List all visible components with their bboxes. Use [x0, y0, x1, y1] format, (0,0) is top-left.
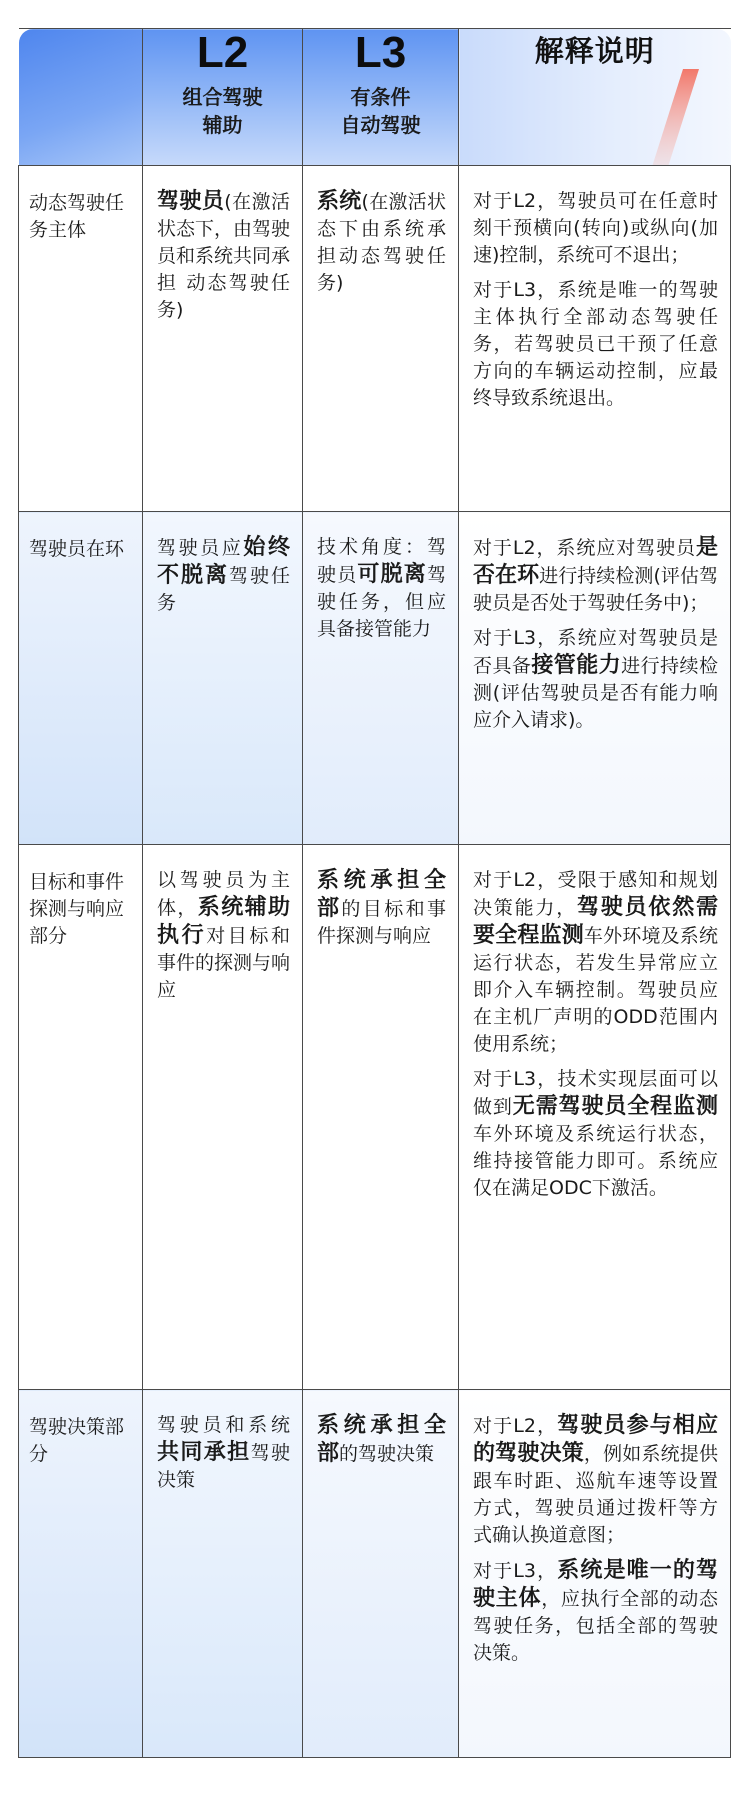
emphasis-text: 驾驶员依然需要全程监测	[473, 895, 718, 948]
explain-paragraph	[473, 1066, 718, 1202]
l3-subtitle	[303, 83, 458, 139]
body-text: 车外环境及系统运行状态，维持接管能力即可。系统应仅在满足ODC下激活。	[473, 1123, 718, 1199]
header-l3	[303, 29, 459, 166]
emphasis-text: 系统辅助执行	[157, 895, 290, 948]
emphasis-text: 始终不脱离	[157, 535, 290, 588]
body-text: (在激活状态下由系统承担动态驾驶任务)	[317, 191, 446, 294]
body-text: 对于L2，	[473, 1415, 558, 1437]
table-row	[19, 166, 731, 512]
explain-paragraph	[473, 188, 718, 269]
body-text: 驾驶员和系统	[157, 1414, 290, 1436]
emphasis-text: 系统承担全部	[317, 868, 446, 921]
emphasis-text: 无需驾驶员全程监测	[512, 1094, 718, 1119]
body-text: 对于L2，系统应对驾驶员	[473, 537, 696, 559]
explain-paragraph	[473, 277, 718, 412]
comparison-page	[18, 28, 730, 1758]
body-text: 驾驶员应	[157, 537, 244, 559]
explain-paragraph	[473, 1412, 718, 1549]
explain-paragraph	[473, 625, 718, 734]
row-label: 驾驶决策部分	[19, 1390, 143, 1758]
row-label: 目标和事件探测与响应部分	[19, 845, 143, 1390]
body-text: 进行持续检测(评估驾驶员是否处于驾驶任务中)；	[473, 565, 718, 614]
l2-l3-comparison-table	[18, 28, 731, 1758]
l2-cell	[143, 1390, 303, 1758]
explain-cell	[459, 845, 731, 1390]
explain-cell	[459, 1390, 731, 1758]
body-text: 对于L3，技术实现层面可以做到	[473, 1068, 718, 1118]
body-text: 技术角度：驾驶员	[317, 536, 446, 586]
header-corner-cell	[19, 29, 143, 166]
l3-cell	[303, 1390, 459, 1758]
explain-paragraph	[473, 867, 718, 1058]
body-text: 对于L2，驾驶员可在任意时刻干预横向(转向)或纵向(加速)控制，系统可不退出；	[473, 190, 718, 266]
l2-cell	[143, 166, 303, 512]
l2-subtitle	[143, 83, 302, 139]
l3-subtitle-line-1: 有条件	[350, 85, 411, 109]
table-row	[19, 512, 731, 845]
body-text: (在激活状态下，由驾驶员和系统共同承担 动态驾驶任务)	[157, 191, 291, 321]
row-label: 动态驾驶任务主体	[19, 166, 143, 512]
body-text: 驾驶任务，但应具备接管能力	[317, 564, 446, 640]
l3-subtitle-line-2: 自动驾驶	[340, 113, 421, 137]
body-text: 以驾驶员为主体，	[157, 869, 290, 919]
body-text: 对于L3，	[473, 1560, 558, 1582]
table-row	[19, 845, 731, 1390]
explain-cell	[459, 512, 731, 845]
emphasis-text: 驾驶员参与相应的驾驶决策	[473, 1413, 718, 1466]
l2-subtitle-line-1: 组合驾驶	[182, 85, 263, 109]
table-row	[19, 1390, 731, 1758]
body-text: ，应执行全部的动态驾驶任务，包括全部的驾驶决策。	[473, 1588, 718, 1664]
body-text: 驾驶任务	[157, 565, 290, 614]
l2-cell	[143, 845, 303, 1390]
l2-cell	[143, 512, 303, 845]
emphasis-text: 接管能力	[531, 653, 622, 678]
explain-cell	[459, 166, 731, 512]
emphasis-text: 系统	[317, 189, 362, 214]
body-text: 对于L2，受限于感知和规划决策能力，	[473, 869, 718, 919]
body-text: 对于L3，系统是唯一的驾驶主体执行全部动态驾驶任务，若驾驶员已干预了任意方向的车辆运动控制，应最终导致系统退出。	[473, 279, 718, 409]
header-row	[19, 29, 731, 166]
emphasis-text: 共同承担	[157, 1440, 251, 1465]
body-text: 进行持续检测(评估驾驶员是否有能力响应介入请求)。	[473, 655, 718, 731]
l3-cell	[303, 512, 459, 845]
l2-subtitle-line-2: 辅助	[202, 113, 243, 137]
emphasis-text: 是否在环	[473, 535, 718, 588]
body-text: 车外环境及系统运行状态，若发生异常应立即介入车辆控制。驾驶员应在主机厂声明的ODD范围内使用系统；	[473, 925, 718, 1055]
l3-cell	[303, 845, 459, 1390]
explain-paragraph	[473, 1557, 718, 1667]
header-l2	[143, 29, 303, 166]
emphasis-text: 系统是唯一的驾驶主体	[473, 1558, 718, 1611]
row-label: 驾驶员在环	[19, 512, 143, 845]
body-text: 对目标和事件的探测与响应	[157, 925, 291, 1001]
l3-title: L3	[354, 28, 407, 77]
decorative-stroke-graphic	[631, 69, 701, 166]
body-text: ，例如系统提供跟车时距、巡航车速等设置方式，驾驶员通过拨杆等方式确认换道意图；	[473, 1443, 718, 1546]
l2-title: L2	[196, 28, 249, 77]
body-text: 对于L3，系统应对驾驶员是否具备	[473, 627, 718, 677]
body-text: 的驾驶决策	[339, 1443, 435, 1465]
emphasis-text: 系统承担全部	[317, 1413, 446, 1466]
explain-title: 解释说明	[534, 34, 655, 68]
explain-paragraph	[473, 534, 718, 617]
header-explain	[459, 29, 731, 166]
l3-cell	[303, 166, 459, 512]
body-text: 的目标和事件探测与响应	[317, 898, 446, 947]
emphasis-text: 驾驶员	[157, 189, 225, 214]
emphasis-text: 可脱离	[357, 562, 427, 587]
body-text: 驾驶决策	[157, 1442, 290, 1491]
